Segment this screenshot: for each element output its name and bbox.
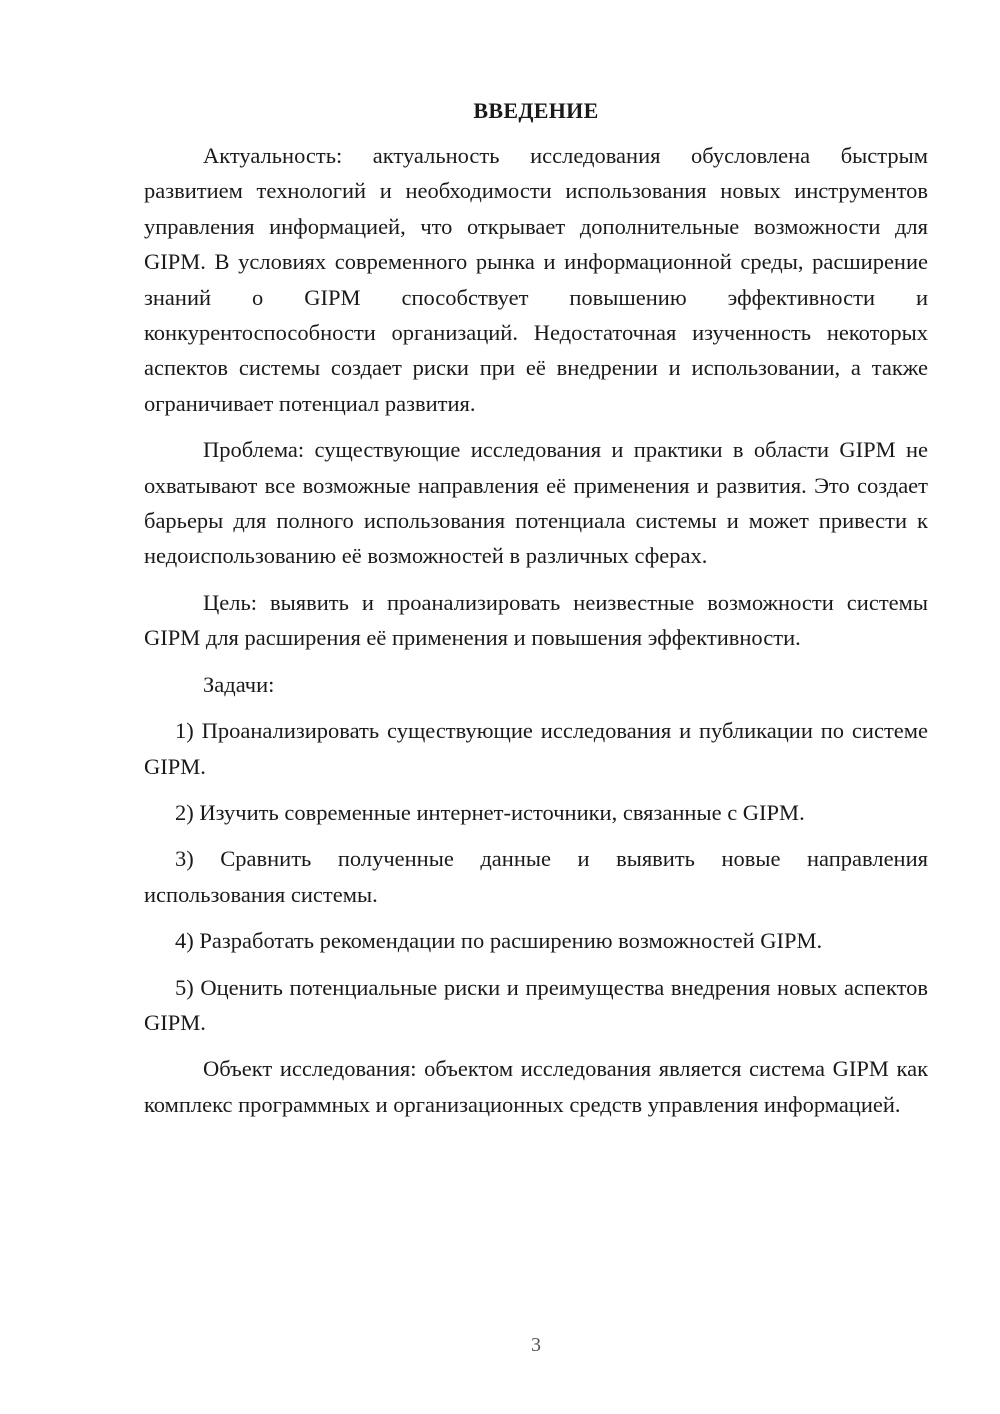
paragraph-relevance: Актуальность: актуальность исследования обусловлена быстрым развитием технологий и необходимости использования новых инструментов управления информацией, что открывает дополнительные возможности для GIPM. В условиях современного рынка и информационной среды, расширение знаний о GIPM способствует повышению эффективности и конкурентоспособности организаций. Недостаточная изученность некоторых аспектов системы создает риски при её внедрении и использовании, а также ограничивает потенциал развития.	[144, 143, 928, 416]
document-page	[144, 96, 928, 1133]
task-item-3: 3) Сравнить полученные данные и выявить новые направления использования системы.	[144, 846, 928, 907]
tasks-label: Задачи:	[203, 671, 275, 697]
section-heading: ВВЕДЕНИЕ	[473, 98, 599, 123]
paragraph-goal: Цель: выявить и проанализировать неизвестные возможности системы GIPM для расширения её применения и повышения эффективности.	[144, 589, 928, 651]
task-item-5: 5) Оценить потенциальные риски и преимущества внедрения новых аспектов GIPM.	[144, 974, 928, 1035]
paragraph-problem: Проблема: существующие исследования и практики в области GIPM не охватывают все возможные направления её применения и развития. Это создает барьеры для полного использования потенциала системы и может привести к недоиспользованию её возможностей в различных сферах.	[144, 437, 928, 569]
task-item-2: 2) Изучить современные интернет-источники, связанные с GIPM.	[175, 799, 805, 825]
task-item-4: 4) Разработать рекомендации по расширению возможностей GIPM.	[175, 928, 823, 954]
page-number: 3	[531, 1334, 541, 1356]
task-item-1: 1) Проанализировать существующие исследования и публикации по системе GIPM.	[144, 718, 928, 779]
paragraph-object: Объект исследования: объектом исследования является система GIPM как комплекс программных и организационных средств управления информацией.	[144, 1056, 928, 1117]
